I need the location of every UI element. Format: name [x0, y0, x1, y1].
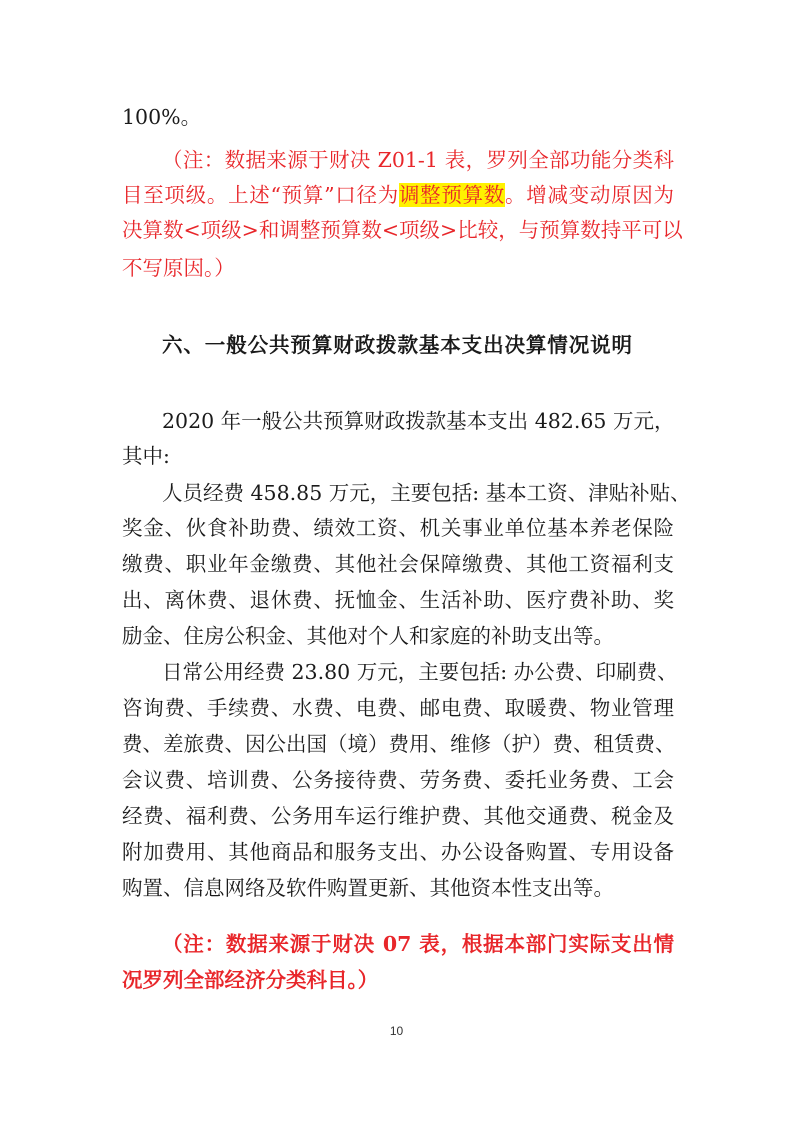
note-line: 不写原因。） [122, 256, 235, 280]
note-line: 况罗列全部经济分类科目。） [122, 968, 379, 992]
body-line: 人员经费 458.85 万元，主要包括: 基本工资、津贴补贴、 [162, 481, 691, 505]
note-line: （注：数据来源于财决 Z01-1 表，罗列全部功能分类科 [162, 148, 674, 172]
body-line: 咨询费、手续费、水费、电费、邮电费、取暖费、物业管理 [122, 696, 674, 720]
body-line: 日常公用经费 23.80 万元，主要包括: 办公费、印刷费、 [162, 660, 678, 684]
body-line: 费、差旅费、因公出国（境）费用、维修（护）费、租赁费、 [122, 732, 676, 756]
body-line: 会议费、培训费、公务接待费、劳务费、委托业务费、工会 [122, 768, 674, 792]
page-number: 10 [389, 1024, 404, 1038]
body-line: 其中: [122, 444, 170, 468]
body-line: 缴费、职业年金缴费、其他社会保障缴费、其他工资福利支 [122, 552, 674, 576]
note-line: 决算数<项级>和调整预算数<项级>比较，与预算数持平可以 [122, 218, 683, 242]
note-text: 目至项级。上述“预算”口径为 [122, 183, 399, 207]
text-line: 100%。 [122, 105, 202, 129]
body-line: 励金、住房公积金、其他对个人和家庭的补助支出等。 [122, 624, 614, 648]
note-text: 。增减变动原因为 [505, 183, 675, 207]
body-line: 出、离休费、退休费、抚恤金、生活补助、医疗费补助、奖 [122, 588, 674, 612]
body-line: 经费、福利费、公务用车运行维护费、其他交通费、税金及 [122, 804, 674, 828]
body-line: 奖金、伙食补助费、绩效工资、机关事业单位基本养老保险 [122, 516, 674, 540]
body-line: 附加费用、其他商品和服务支出、办公设备购置、专用设备 [122, 840, 674, 864]
highlighted-text: 调整预算数 [398, 183, 506, 207]
note-line [122, 180, 674, 210]
body-line: 2020 年一般公共预算财政拨款基本支出 482.65 万元， [162, 409, 675, 433]
note-line: （注：数据来源于财决 07 表，根据本部门实际支出情 [162, 932, 674, 956]
body-line: 购置、信息网络及软件购置更新、其他资本性支出等。 [122, 876, 614, 900]
section-heading: 六、一般公共预算财政拨款基本支出决算情况说明 [162, 333, 632, 357]
